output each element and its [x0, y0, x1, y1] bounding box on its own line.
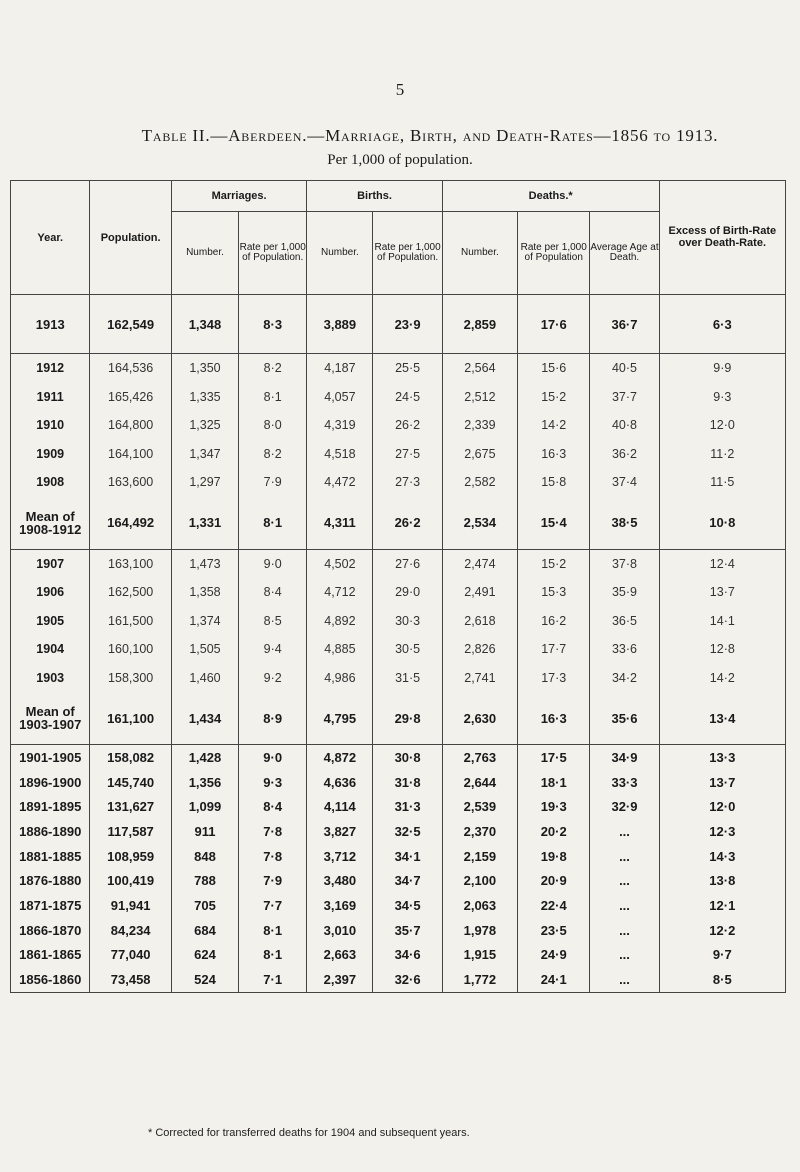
marriages-number-cell: 1,374	[171, 607, 238, 636]
average-age-cell: ...	[590, 844, 659, 869]
table-row	[11, 967, 786, 992]
year-cell: 1904	[11, 635, 90, 664]
population-cell: 164,800	[90, 411, 171, 440]
marriages-rate-cell: 9·3	[239, 770, 307, 795]
deaths-rate-cell: 19·3	[518, 794, 590, 819]
average-age-cell: 36·5	[590, 607, 659, 636]
marriages-number-cell: 1,460	[171, 664, 238, 693]
births-rate-cell: 29·0	[373, 578, 442, 607]
births-number-cell: 4,502	[307, 549, 373, 578]
births-rate-cell: 34·5	[373, 893, 442, 918]
header-marriages: Marriages.	[171, 181, 306, 212]
births-number-cell: 4,518	[307, 440, 373, 469]
year-cell: 1881-1885	[11, 844, 90, 869]
births-rate-cell: 27·3	[373, 468, 442, 497]
deaths-rate-cell: 20·9	[518, 868, 590, 893]
deaths-number-cell: 2,159	[442, 844, 517, 869]
header-births-number: Number.	[307, 212, 373, 295]
population-cell: 161,500	[90, 607, 171, 636]
table-row	[11, 440, 786, 469]
marriages-rate-cell: 8·0	[239, 411, 307, 440]
year-cell: 1910	[11, 411, 90, 440]
population-cell: 162,549	[90, 295, 171, 354]
header-births-rate: Rate per 1,000 of Population.	[373, 212, 442, 295]
table-row	[11, 868, 786, 893]
year-cell: 1891-1895	[11, 794, 90, 819]
year-cell: Mean of 1903-1907	[11, 692, 90, 745]
births-rate-cell: 26·2	[373, 497, 442, 550]
births-number-cell: 3,889	[307, 295, 373, 354]
marriages-rate-cell: 8·2	[239, 354, 307, 383]
year-cell: Mean of 1908-1912	[11, 497, 90, 550]
table-row	[11, 943, 786, 968]
deaths-rate-cell: 24·1	[518, 967, 590, 992]
average-age-cell: 34·9	[590, 745, 659, 770]
excess-cell: 12·8	[659, 635, 785, 664]
marriages-rate-cell: 9·0	[239, 549, 307, 578]
average-age-cell: ...	[590, 918, 659, 943]
deaths-rate-cell: 18·1	[518, 770, 590, 795]
births-number-cell: 2,663	[307, 943, 373, 968]
table-row	[11, 918, 786, 943]
marriages-number-cell: 1,297	[171, 468, 238, 497]
marriages-number-cell: 1,350	[171, 354, 238, 383]
deaths-rate-cell: 16·2	[518, 607, 590, 636]
year-cell: 1912	[11, 354, 90, 383]
deaths-rate-cell: 19·8	[518, 844, 590, 869]
marriages-rate-cell: 8·4	[239, 578, 307, 607]
deaths-number-cell: 2,564	[442, 354, 517, 383]
deaths-number-cell: 2,100	[442, 868, 517, 893]
marriages-rate-cell: 7·1	[239, 967, 307, 992]
table-row	[11, 794, 786, 819]
year-cell: 1908	[11, 468, 90, 497]
deaths-number-cell: 1,915	[442, 943, 517, 968]
table-row	[11, 770, 786, 795]
excess-cell: 10·8	[659, 497, 785, 550]
marriages-rate-cell: 8·1	[239, 497, 307, 550]
births-number-cell: 4,057	[307, 383, 373, 412]
births-number-cell: 4,885	[307, 635, 373, 664]
population-cell: 163,600	[90, 468, 171, 497]
average-age-cell: 36·7	[590, 295, 659, 354]
table-row	[11, 549, 786, 578]
deaths-rate-cell: 15·4	[518, 497, 590, 550]
average-age-cell: ...	[590, 943, 659, 968]
header-row-groups	[11, 181, 786, 212]
deaths-number-cell: 2,063	[442, 893, 517, 918]
births-rate-cell: 35·7	[373, 918, 442, 943]
average-age-cell: 33·6	[590, 635, 659, 664]
births-rate-cell: 31·3	[373, 794, 442, 819]
births-number-cell: 4,892	[307, 607, 373, 636]
births-rate-cell: 32·6	[373, 967, 442, 992]
deaths-number-cell: 2,534	[442, 497, 517, 550]
marriages-rate-cell: 7·9	[239, 468, 307, 497]
deaths-number-cell: 2,859	[442, 295, 517, 354]
table-row	[11, 819, 786, 844]
header-births: Births.	[307, 181, 442, 212]
deaths-rate-cell: 14·2	[518, 411, 590, 440]
table-row	[11, 411, 786, 440]
births-rate-cell: 26·2	[373, 411, 442, 440]
population-cell: 160,100	[90, 635, 171, 664]
deaths-number-cell: 2,826	[442, 635, 517, 664]
population-cell: 158,300	[90, 664, 171, 693]
average-age-cell: ...	[590, 868, 659, 893]
population-cell: 158,082	[90, 745, 171, 770]
births-rate-cell: 23·9	[373, 295, 442, 354]
marriages-number-cell: 1,356	[171, 770, 238, 795]
deaths-rate-cell: 15·3	[518, 578, 590, 607]
births-rate-cell: 25·5	[373, 354, 442, 383]
excess-cell: 13·7	[659, 770, 785, 795]
excess-cell: 6·3	[659, 295, 785, 354]
deaths-number-cell: 2,539	[442, 794, 517, 819]
table-row	[11, 745, 786, 770]
marriages-rate-cell: 8·1	[239, 918, 307, 943]
population-cell: 108,959	[90, 844, 171, 869]
header-marriages-rate: Rate per 1,000 of Population.	[239, 212, 307, 295]
births-rate-cell: 29·8	[373, 692, 442, 745]
deaths-number-cell: 2,339	[442, 411, 517, 440]
marriages-number-cell: 684	[171, 918, 238, 943]
deaths-rate-cell: 22·4	[518, 893, 590, 918]
births-rate-cell: 34·6	[373, 943, 442, 968]
deaths-rate-cell: 17·7	[518, 635, 590, 664]
deaths-number-cell: 2,741	[442, 664, 517, 693]
average-age-cell: ...	[590, 819, 659, 844]
marriages-number-cell: 911	[171, 819, 238, 844]
average-age-cell: 34·2	[590, 664, 659, 693]
marriages-rate-cell: 7·9	[239, 868, 307, 893]
population-cell: 91,941	[90, 893, 171, 918]
marriages-rate-cell: 9·0	[239, 745, 307, 770]
births-number-cell: 4,872	[307, 745, 373, 770]
births-number-cell: 4,311	[307, 497, 373, 550]
excess-cell: 13·7	[659, 578, 785, 607]
excess-cell: 14·3	[659, 844, 785, 869]
births-rate-cell: 27·6	[373, 549, 442, 578]
header-deaths-number: Number.	[442, 212, 517, 295]
average-age-cell: 37·4	[590, 468, 659, 497]
population-cell: 165,426	[90, 383, 171, 412]
year-cell: 1866-1870	[11, 918, 90, 943]
population-cell: 131,627	[90, 794, 171, 819]
excess-cell: 9·7	[659, 943, 785, 968]
excess-cell: 12·0	[659, 411, 785, 440]
deaths-rate-cell: 15·2	[518, 549, 590, 578]
table-title: Table II.—Aberdeen.—Marriage, Birth, and Death-Rates—1856 to 1913.	[141, 126, 719, 145]
population-cell: 161,100	[90, 692, 171, 745]
table-row	[11, 893, 786, 918]
deaths-rate-cell: 17·6	[518, 295, 590, 354]
births-rate-cell: 31·8	[373, 770, 442, 795]
year-cell: 1896-1900	[11, 770, 90, 795]
year-cell: 1907	[11, 549, 90, 578]
table-row	[11, 607, 786, 636]
marriages-rate-cell: 8·9	[239, 692, 307, 745]
average-age-cell: 37·8	[590, 549, 659, 578]
population-cell: 117,587	[90, 819, 171, 844]
deaths-rate-cell: 15·8	[518, 468, 590, 497]
table-row	[11, 635, 786, 664]
marriages-rate-cell: 8·5	[239, 607, 307, 636]
births-number-cell: 4,187	[307, 354, 373, 383]
marriages-number-cell: 1,331	[171, 497, 238, 550]
rates-table	[10, 180, 786, 993]
year-cell: 1906	[11, 578, 90, 607]
table-row	[11, 497, 786, 550]
deaths-rate-cell: 16·3	[518, 440, 590, 469]
births-rate-cell: 31·5	[373, 664, 442, 693]
excess-cell: 12·4	[659, 549, 785, 578]
excess-cell: 14·2	[659, 664, 785, 693]
marriages-rate-cell: 8·4	[239, 794, 307, 819]
deaths-rate-cell: 16·3	[518, 692, 590, 745]
table-body	[11, 295, 786, 993]
deaths-number-cell: 2,675	[442, 440, 517, 469]
year-cell: 1905	[11, 607, 90, 636]
excess-cell: 11·2	[659, 440, 785, 469]
average-age-cell: 40·5	[590, 354, 659, 383]
table-row	[11, 664, 786, 693]
deaths-number-cell: 2,474	[442, 549, 517, 578]
births-number-cell: 4,319	[307, 411, 373, 440]
table-subtitle: Per 1,000 of population.	[327, 152, 473, 168]
births-rate-cell: 34·1	[373, 844, 442, 869]
year-cell: 1901-1905	[11, 745, 90, 770]
marriages-rate-cell: 8·1	[239, 943, 307, 968]
table-row	[11, 383, 786, 412]
average-age-cell: 36·2	[590, 440, 659, 469]
deaths-number-cell: 2,582	[442, 468, 517, 497]
excess-cell: 13·4	[659, 692, 785, 745]
header-average-age: Average Age at Death.	[590, 212, 659, 295]
excess-cell: 8·5	[659, 967, 785, 992]
year-cell: 1911	[11, 383, 90, 412]
births-number-cell: 4,472	[307, 468, 373, 497]
table-row	[11, 295, 786, 354]
marriages-number-cell: 1,358	[171, 578, 238, 607]
marriages-number-cell: 1,428	[171, 745, 238, 770]
marriages-number-cell: 1,347	[171, 440, 238, 469]
average-age-cell: 35·6	[590, 692, 659, 745]
births-rate-cell: 30·8	[373, 745, 442, 770]
page-number: 5	[395, 80, 405, 99]
excess-cell: 11·5	[659, 468, 785, 497]
births-rate-cell: 30·5	[373, 635, 442, 664]
population-cell: 162,500	[90, 578, 171, 607]
marriages-number-cell: 1,505	[171, 635, 238, 664]
header-year: Year.	[11, 181, 90, 295]
deaths-number-cell: 2,763	[442, 745, 517, 770]
population-cell: 100,419	[90, 868, 171, 893]
average-age-cell: 38·5	[590, 497, 659, 550]
births-rate-cell: 24·5	[373, 383, 442, 412]
deaths-number-cell: 1,978	[442, 918, 517, 943]
marriages-number-cell: 1,434	[171, 692, 238, 745]
marriages-number-cell: 1,099	[171, 794, 238, 819]
average-age-cell: ...	[590, 893, 659, 918]
population-cell: 84,234	[90, 918, 171, 943]
births-number-cell: 4,114	[307, 794, 373, 819]
excess-cell: 13·3	[659, 745, 785, 770]
excess-cell: 9·3	[659, 383, 785, 412]
marriages-rate-cell: 9·4	[239, 635, 307, 664]
marriages-rate-cell: 8·1	[239, 383, 307, 412]
header-deaths-rate: Rate per 1,000 of Population	[518, 212, 590, 295]
marriages-rate-cell: 7·8	[239, 819, 307, 844]
year-cell: 1886-1890	[11, 819, 90, 844]
births-number-cell: 3,010	[307, 918, 373, 943]
marriages-number-cell: 848	[171, 844, 238, 869]
births-number-cell: 3,712	[307, 844, 373, 869]
births-number-cell: 4,795	[307, 692, 373, 745]
average-age-cell: 33·3	[590, 770, 659, 795]
table-row	[11, 354, 786, 383]
births-number-cell: 3,827	[307, 819, 373, 844]
births-number-cell: 3,169	[307, 893, 373, 918]
deaths-number-cell: 2,370	[442, 819, 517, 844]
deaths-number-cell: 2,491	[442, 578, 517, 607]
population-cell: 77,040	[90, 943, 171, 968]
marriages-rate-cell: 8·2	[239, 440, 307, 469]
year-cell: 1871-1875	[11, 893, 90, 918]
marriages-rate-cell: 7·7	[239, 893, 307, 918]
deaths-rate-cell: 17·3	[518, 664, 590, 693]
header-population: Population.	[90, 181, 171, 295]
deaths-number-cell: 2,630	[442, 692, 517, 745]
excess-cell: 12·2	[659, 918, 785, 943]
marriages-number-cell: 624	[171, 943, 238, 968]
marriages-number-cell: 1,473	[171, 549, 238, 578]
births-number-cell: 3,480	[307, 868, 373, 893]
births-rate-cell: 30·3	[373, 607, 442, 636]
year-cell: 1913	[11, 295, 90, 354]
marriages-rate-cell: 8·3	[239, 295, 307, 354]
deaths-rate-cell: 17·5	[518, 745, 590, 770]
excess-cell: 13·8	[659, 868, 785, 893]
table-row	[11, 468, 786, 497]
marriages-number-cell: 1,325	[171, 411, 238, 440]
marriages-number-cell: 524	[171, 967, 238, 992]
header-marriages-number: Number.	[171, 212, 238, 295]
header-deaths: Deaths.*	[442, 181, 659, 212]
marriages-number-cell: 1,335	[171, 383, 238, 412]
deaths-rate-cell: 20·2	[518, 819, 590, 844]
excess-cell: 12·3	[659, 819, 785, 844]
deaths-number-cell: 1,772	[442, 967, 517, 992]
population-cell: 163,100	[90, 549, 171, 578]
deaths-number-cell: 2,512	[442, 383, 517, 412]
average-age-cell: 32·9	[590, 794, 659, 819]
population-cell: 164,492	[90, 497, 171, 550]
marriages-rate-cell: 9·2	[239, 664, 307, 693]
excess-cell: 12·0	[659, 794, 785, 819]
average-age-cell: 40·8	[590, 411, 659, 440]
births-rate-cell: 34·7	[373, 868, 442, 893]
births-rate-cell: 27·5	[373, 440, 442, 469]
births-number-cell: 4,712	[307, 578, 373, 607]
population-cell: 164,100	[90, 440, 171, 469]
table-row	[11, 692, 786, 745]
excess-cell: 9·9	[659, 354, 785, 383]
header-excess: Excess of Birth-Rate over Death-Rate.	[659, 181, 785, 295]
year-cell: 1903	[11, 664, 90, 693]
deaths-rate-cell: 24·9	[518, 943, 590, 968]
births-number-cell: 4,636	[307, 770, 373, 795]
marriages-number-cell: 788	[171, 868, 238, 893]
average-age-cell: 35·9	[590, 578, 659, 607]
deaths-rate-cell: 15·2	[518, 383, 590, 412]
population-cell: 73,458	[90, 967, 171, 992]
births-number-cell: 2,397	[307, 967, 373, 992]
year-cell: 1876-1880	[11, 868, 90, 893]
average-age-cell: ...	[590, 967, 659, 992]
year-cell: 1861-1865	[11, 943, 90, 968]
marriages-rate-cell: 7·8	[239, 844, 307, 869]
average-age-cell: 37·7	[590, 383, 659, 412]
table-row	[11, 578, 786, 607]
births-number-cell: 4,986	[307, 664, 373, 693]
population-cell: 145,740	[90, 770, 171, 795]
year-cell: 1909	[11, 440, 90, 469]
table-row	[11, 844, 786, 869]
year-cell: 1856-1860	[11, 967, 90, 992]
footnote: * Corrected for transferred deaths for 1904 and subsequent years.	[148, 1127, 470, 1139]
excess-cell: 14·1	[659, 607, 785, 636]
births-rate-cell: 32·5	[373, 819, 442, 844]
marriages-number-cell: 705	[171, 893, 238, 918]
deaths-number-cell: 2,644	[442, 770, 517, 795]
deaths-number-cell: 2,618	[442, 607, 517, 636]
deaths-rate-cell: 23·5	[518, 918, 590, 943]
marriages-number-cell: 1,348	[171, 295, 238, 354]
population-cell: 164,536	[90, 354, 171, 383]
excess-cell: 12·1	[659, 893, 785, 918]
deaths-rate-cell: 15·6	[518, 354, 590, 383]
